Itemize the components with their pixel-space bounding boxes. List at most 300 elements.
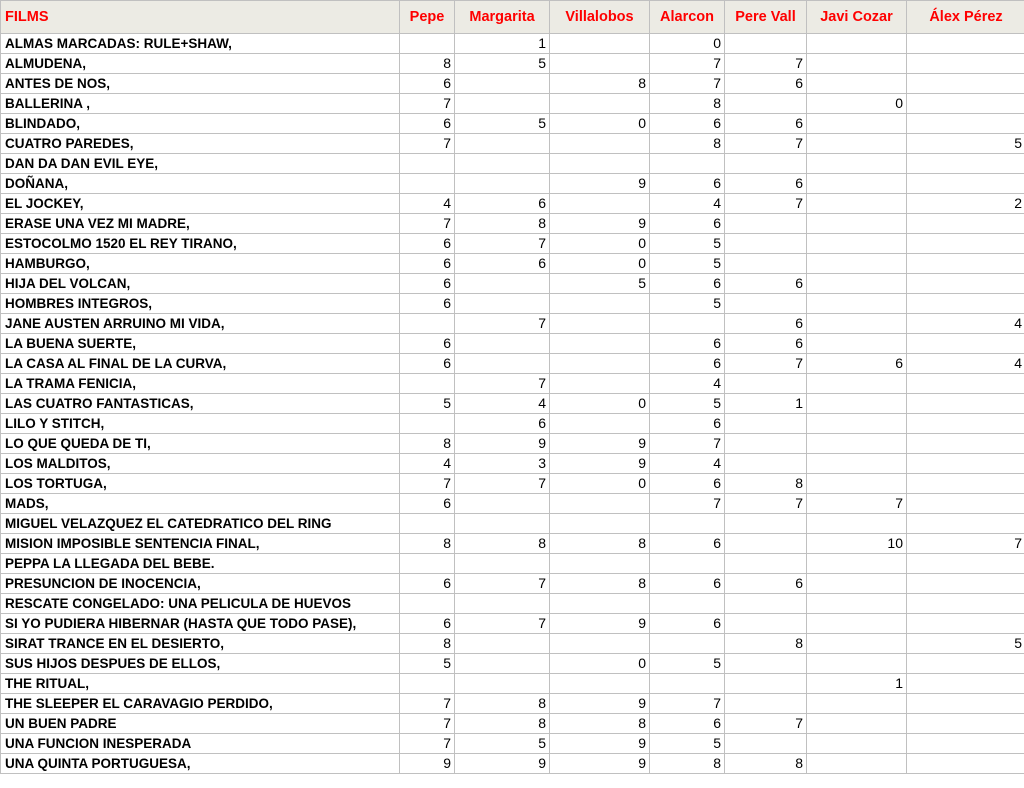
film-title-cell[interactable]: MISION IMPOSIBLE SENTENCIA FINAL, bbox=[1, 534, 400, 554]
film-title-cell[interactable]: LOS TORTUGA, bbox=[1, 474, 400, 494]
score-cell[interactable]: 9 bbox=[550, 454, 650, 474]
score-cell[interactable]: 6 bbox=[725, 114, 807, 134]
score-cell[interactable]: 8 bbox=[550, 534, 650, 554]
score-cell[interactable] bbox=[455, 494, 550, 514]
film-title-cell[interactable]: BALLERINA , bbox=[1, 94, 400, 114]
score-cell[interactable] bbox=[807, 134, 907, 154]
score-cell[interactable]: 3 bbox=[455, 454, 550, 474]
film-title-cell[interactable]: SUS HIJOS DESPUES DE ELLOS, bbox=[1, 654, 400, 674]
film-title-cell[interactable]: BLINDADO, bbox=[1, 114, 400, 134]
score-cell[interactable]: 8 bbox=[550, 74, 650, 94]
score-cell[interactable] bbox=[807, 514, 907, 534]
column-header-pepe[interactable]: Pepe bbox=[400, 1, 455, 34]
score-cell[interactable] bbox=[455, 334, 550, 354]
score-cell[interactable]: 7 bbox=[725, 134, 807, 154]
score-cell[interactable]: 8 bbox=[400, 434, 455, 454]
score-cell[interactable]: 7 bbox=[455, 374, 550, 394]
score-cell[interactable]: 5 bbox=[550, 274, 650, 294]
score-cell[interactable] bbox=[725, 694, 807, 714]
score-cell[interactable] bbox=[725, 214, 807, 234]
score-cell[interactable] bbox=[725, 654, 807, 674]
score-cell[interactable]: 10 bbox=[807, 534, 907, 554]
film-title-cell[interactable]: SI YO PUDIERA HIBERNAR (HASTA QUE TODO PASE), bbox=[1, 614, 400, 634]
score-cell[interactable] bbox=[807, 74, 907, 94]
score-cell[interactable] bbox=[400, 594, 455, 614]
score-cell[interactable] bbox=[455, 674, 550, 694]
score-cell[interactable]: 8 bbox=[650, 94, 725, 114]
score-cell[interactable]: 7 bbox=[400, 694, 455, 714]
score-cell[interactable] bbox=[907, 474, 1024, 494]
score-cell[interactable]: 4 bbox=[455, 394, 550, 414]
score-cell[interactable] bbox=[400, 554, 455, 574]
score-cell[interactable] bbox=[725, 34, 807, 54]
score-cell[interactable] bbox=[550, 334, 650, 354]
score-cell[interactable]: 7 bbox=[455, 574, 550, 594]
score-cell[interactable]: 6 bbox=[400, 274, 455, 294]
score-cell[interactable] bbox=[907, 54, 1024, 74]
film-title-cell[interactable]: LA TRAMA FENICIA, bbox=[1, 374, 400, 394]
score-cell[interactable] bbox=[907, 114, 1024, 134]
column-header-pere-vall[interactable]: Pere Vall bbox=[725, 1, 807, 34]
score-cell[interactable]: 7 bbox=[807, 494, 907, 514]
score-cell[interactable] bbox=[550, 194, 650, 214]
score-cell[interactable]: 9 bbox=[400, 754, 455, 774]
score-cell[interactable]: 5 bbox=[907, 634, 1024, 654]
score-cell[interactable]: 6 bbox=[725, 274, 807, 294]
score-cell[interactable]: 6 bbox=[650, 274, 725, 294]
score-cell[interactable]: 0 bbox=[807, 94, 907, 114]
score-cell[interactable]: 6 bbox=[650, 614, 725, 634]
score-cell[interactable] bbox=[550, 314, 650, 334]
score-cell[interactable] bbox=[807, 454, 907, 474]
score-cell[interactable]: 7 bbox=[400, 734, 455, 754]
score-cell[interactable]: 4 bbox=[650, 374, 725, 394]
score-cell[interactable]: 0 bbox=[550, 474, 650, 494]
score-cell[interactable] bbox=[725, 674, 807, 694]
score-cell[interactable] bbox=[550, 374, 650, 394]
score-cell[interactable]: 4 bbox=[400, 454, 455, 474]
score-cell[interactable]: 5 bbox=[907, 134, 1024, 154]
score-cell[interactable]: 7 bbox=[455, 474, 550, 494]
score-cell[interactable]: 6 bbox=[725, 314, 807, 334]
score-cell[interactable] bbox=[807, 614, 907, 634]
score-cell[interactable] bbox=[650, 514, 725, 534]
score-cell[interactable]: 7 bbox=[650, 434, 725, 454]
score-cell[interactable] bbox=[550, 414, 650, 434]
score-cell[interactable]: 7 bbox=[725, 714, 807, 734]
score-cell[interactable] bbox=[725, 514, 807, 534]
score-cell[interactable] bbox=[807, 234, 907, 254]
score-cell[interactable] bbox=[550, 594, 650, 614]
score-cell[interactable] bbox=[807, 294, 907, 314]
score-cell[interactable] bbox=[807, 734, 907, 754]
score-cell[interactable]: 7 bbox=[455, 614, 550, 634]
score-cell[interactable]: 6 bbox=[650, 574, 725, 594]
score-cell[interactable] bbox=[807, 54, 907, 74]
film-title-cell[interactable]: THE SLEEPER EL CARAVAGIO PERDIDO, bbox=[1, 694, 400, 714]
score-cell[interactable]: 6 bbox=[650, 714, 725, 734]
score-cell[interactable]: 7 bbox=[400, 134, 455, 154]
score-cell[interactable]: 8 bbox=[725, 474, 807, 494]
score-cell[interactable]: 5 bbox=[455, 54, 550, 74]
score-cell[interactable]: 5 bbox=[400, 394, 455, 414]
score-cell[interactable] bbox=[725, 454, 807, 474]
score-cell[interactable]: 6 bbox=[725, 334, 807, 354]
film-title-cell[interactable]: UNA QUINTA PORTUGUESA, bbox=[1, 754, 400, 774]
score-cell[interactable] bbox=[907, 554, 1024, 574]
score-cell[interactable] bbox=[807, 254, 907, 274]
score-cell[interactable]: 6 bbox=[400, 254, 455, 274]
score-cell[interactable] bbox=[807, 654, 907, 674]
film-title-cell[interactable]: LA CASA AL FINAL DE LA CURVA, bbox=[1, 354, 400, 374]
score-cell[interactable]: 8 bbox=[400, 634, 455, 654]
score-cell[interactable] bbox=[807, 414, 907, 434]
score-cell[interactable] bbox=[650, 594, 725, 614]
score-cell[interactable] bbox=[725, 154, 807, 174]
score-cell[interactable] bbox=[907, 434, 1024, 454]
score-cell[interactable]: 4 bbox=[650, 194, 725, 214]
score-cell[interactable] bbox=[400, 414, 455, 434]
score-cell[interactable]: 6 bbox=[725, 74, 807, 94]
score-cell[interactable]: 8 bbox=[725, 754, 807, 774]
film-title-cell[interactable]: SIRAT TRANCE EN EL DESIERTO, bbox=[1, 634, 400, 654]
score-cell[interactable] bbox=[807, 374, 907, 394]
score-cell[interactable]: 6 bbox=[400, 114, 455, 134]
score-cell[interactable] bbox=[550, 34, 650, 54]
score-cell[interactable]: 5 bbox=[650, 734, 725, 754]
score-cell[interactable]: 9 bbox=[550, 614, 650, 634]
score-cell[interactable] bbox=[650, 314, 725, 334]
score-cell[interactable] bbox=[455, 554, 550, 574]
score-cell[interactable]: 9 bbox=[550, 434, 650, 454]
score-cell[interactable]: 9 bbox=[455, 434, 550, 454]
score-cell[interactable] bbox=[907, 734, 1024, 754]
score-cell[interactable]: 5 bbox=[650, 294, 725, 314]
score-cell[interactable] bbox=[400, 374, 455, 394]
score-cell[interactable]: 6 bbox=[400, 234, 455, 254]
score-cell[interactable]: 6 bbox=[400, 614, 455, 634]
score-cell[interactable] bbox=[455, 634, 550, 654]
score-cell[interactable]: 7 bbox=[400, 214, 455, 234]
score-cell[interactable] bbox=[907, 454, 1024, 474]
score-cell[interactable]: 4 bbox=[907, 354, 1024, 374]
score-cell[interactable]: 5 bbox=[650, 254, 725, 274]
score-cell[interactable]: 6 bbox=[725, 174, 807, 194]
score-cell[interactable] bbox=[455, 354, 550, 374]
score-cell[interactable]: 7 bbox=[455, 234, 550, 254]
score-cell[interactable]: 8 bbox=[550, 574, 650, 594]
score-cell[interactable] bbox=[550, 494, 650, 514]
score-cell[interactable]: 6 bbox=[807, 354, 907, 374]
score-cell[interactable]: 6 bbox=[650, 214, 725, 234]
column-header-villalobos[interactable]: Villalobos bbox=[550, 1, 650, 34]
column-header-javi-cozar[interactable]: Javi Cozar bbox=[807, 1, 907, 34]
score-cell[interactable]: 6 bbox=[650, 354, 725, 374]
score-cell[interactable]: 8 bbox=[650, 754, 725, 774]
film-title-cell[interactable]: LILO Y STITCH, bbox=[1, 414, 400, 434]
film-title-cell[interactable]: PRESUNCION DE INOCENCIA, bbox=[1, 574, 400, 594]
score-cell[interactable]: 7 bbox=[400, 714, 455, 734]
score-cell[interactable] bbox=[907, 494, 1024, 514]
score-cell[interactable] bbox=[550, 514, 650, 534]
score-cell[interactable]: 6 bbox=[650, 114, 725, 134]
score-cell[interactable] bbox=[550, 554, 650, 574]
score-cell[interactable] bbox=[725, 374, 807, 394]
score-cell[interactable] bbox=[907, 154, 1024, 174]
score-cell[interactable] bbox=[455, 134, 550, 154]
score-cell[interactable]: 9 bbox=[550, 174, 650, 194]
score-cell[interactable] bbox=[807, 554, 907, 574]
film-title-cell[interactable]: ERASE UNA VEZ MI MADRE, bbox=[1, 214, 400, 234]
score-cell[interactable]: 6 bbox=[455, 194, 550, 214]
score-cell[interactable] bbox=[907, 374, 1024, 394]
score-cell[interactable] bbox=[907, 94, 1024, 114]
score-cell[interactable] bbox=[907, 394, 1024, 414]
film-title-cell[interactable]: DAN DA DAN EVIL EYE, bbox=[1, 154, 400, 174]
score-cell[interactable]: 5 bbox=[650, 234, 725, 254]
film-title-cell[interactable]: JANE AUSTEN ARRUINO MI VIDA, bbox=[1, 314, 400, 334]
score-cell[interactable]: 5 bbox=[455, 734, 550, 754]
column-header-alarcon[interactable]: Alarcon bbox=[650, 1, 725, 34]
score-cell[interactable] bbox=[455, 274, 550, 294]
film-title-cell[interactable]: THE RITUAL, bbox=[1, 674, 400, 694]
score-cell[interactable] bbox=[907, 74, 1024, 94]
film-title-cell[interactable]: HIJA DEL VOLCAN, bbox=[1, 274, 400, 294]
score-cell[interactable]: 8 bbox=[400, 534, 455, 554]
score-cell[interactable] bbox=[400, 174, 455, 194]
score-cell[interactable]: 6 bbox=[725, 574, 807, 594]
score-cell[interactable]: 6 bbox=[400, 354, 455, 374]
score-cell[interactable]: 6 bbox=[650, 414, 725, 434]
score-cell[interactable] bbox=[807, 314, 907, 334]
score-cell[interactable]: 8 bbox=[455, 714, 550, 734]
film-title-cell[interactable]: RESCATE CONGELADO: UNA PELICULA DE HUEVOS bbox=[1, 594, 400, 614]
score-cell[interactable] bbox=[725, 734, 807, 754]
score-cell[interactable] bbox=[907, 214, 1024, 234]
score-cell[interactable] bbox=[807, 714, 907, 734]
score-cell[interactable] bbox=[725, 94, 807, 114]
film-title-cell[interactable]: UN BUEN PADRE bbox=[1, 714, 400, 734]
score-cell[interactable]: 9 bbox=[550, 214, 650, 234]
score-cell[interactable] bbox=[807, 394, 907, 414]
score-cell[interactable]: 7 bbox=[725, 54, 807, 74]
score-cell[interactable] bbox=[907, 294, 1024, 314]
film-title-cell[interactable]: ALMAS MARCADAS: RULE+SHAW, bbox=[1, 34, 400, 54]
score-cell[interactable]: 6 bbox=[650, 174, 725, 194]
score-cell[interactable]: 0 bbox=[550, 394, 650, 414]
score-cell[interactable]: 2 bbox=[907, 194, 1024, 214]
column-header-films[interactable]: FILMS bbox=[1, 1, 400, 34]
score-cell[interactable] bbox=[907, 274, 1024, 294]
score-cell[interactable]: 1 bbox=[807, 674, 907, 694]
score-cell[interactable]: 7 bbox=[650, 694, 725, 714]
score-cell[interactable] bbox=[807, 594, 907, 614]
score-cell[interactable]: 7 bbox=[400, 474, 455, 494]
score-cell[interactable]: 8 bbox=[455, 694, 550, 714]
score-cell[interactable] bbox=[807, 274, 907, 294]
score-cell[interactable]: 0 bbox=[550, 234, 650, 254]
film-title-cell[interactable]: MIGUEL VELAZQUEZ EL CATEDRATICO DEL RING bbox=[1, 514, 400, 534]
film-title-cell[interactable]: LOS MALDITOS, bbox=[1, 454, 400, 474]
score-cell[interactable]: 6 bbox=[455, 414, 550, 434]
score-cell[interactable] bbox=[907, 594, 1024, 614]
film-title-cell[interactable]: DOÑANA, bbox=[1, 174, 400, 194]
score-cell[interactable] bbox=[807, 174, 907, 194]
score-cell[interactable] bbox=[807, 114, 907, 134]
score-cell[interactable]: 8 bbox=[550, 714, 650, 734]
score-cell[interactable] bbox=[725, 534, 807, 554]
score-cell[interactable] bbox=[907, 174, 1024, 194]
score-cell[interactable] bbox=[907, 614, 1024, 634]
score-cell[interactable] bbox=[907, 514, 1024, 534]
score-cell[interactable] bbox=[550, 54, 650, 74]
score-cell[interactable]: 9 bbox=[550, 734, 650, 754]
score-cell[interactable] bbox=[907, 574, 1024, 594]
score-cell[interactable] bbox=[455, 514, 550, 534]
score-cell[interactable] bbox=[807, 194, 907, 214]
score-cell[interactable]: 6 bbox=[400, 494, 455, 514]
score-cell[interactable] bbox=[807, 574, 907, 594]
score-cell[interactable]: 7 bbox=[400, 94, 455, 114]
score-cell[interactable] bbox=[907, 334, 1024, 354]
film-title-cell[interactable]: UNA FUNCION INESPERADA bbox=[1, 734, 400, 754]
score-cell[interactable]: 8 bbox=[455, 214, 550, 234]
score-cell[interactable] bbox=[725, 254, 807, 274]
score-cell[interactable] bbox=[907, 34, 1024, 54]
film-title-cell[interactable]: MADS, bbox=[1, 494, 400, 514]
score-cell[interactable] bbox=[455, 94, 550, 114]
score-cell[interactable] bbox=[455, 174, 550, 194]
score-cell[interactable]: 9 bbox=[550, 694, 650, 714]
score-cell[interactable] bbox=[455, 294, 550, 314]
score-cell[interactable] bbox=[400, 34, 455, 54]
score-cell[interactable]: 6 bbox=[650, 534, 725, 554]
film-title-cell[interactable]: LAS CUATRO FANTASTICAS, bbox=[1, 394, 400, 414]
score-cell[interactable]: 7 bbox=[650, 494, 725, 514]
score-cell[interactable]: 6 bbox=[400, 294, 455, 314]
score-cell[interactable] bbox=[455, 594, 550, 614]
score-cell[interactable] bbox=[807, 634, 907, 654]
score-cell[interactable]: 5 bbox=[455, 114, 550, 134]
film-title-cell[interactable]: ALMUDENA, bbox=[1, 54, 400, 74]
score-cell[interactable]: 5 bbox=[650, 394, 725, 414]
film-title-cell[interactable]: CUATRO PAREDES, bbox=[1, 134, 400, 154]
score-cell[interactable] bbox=[455, 154, 550, 174]
score-cell[interactable] bbox=[907, 254, 1024, 274]
score-cell[interactable]: 1 bbox=[725, 394, 807, 414]
score-cell[interactable]: 4 bbox=[907, 314, 1024, 334]
column-header--lex-p-rez[interactable]: Álex Pérez bbox=[907, 1, 1024, 34]
score-cell[interactable] bbox=[400, 514, 455, 534]
column-header-margarita[interactable]: Margarita bbox=[455, 1, 550, 34]
score-cell[interactable]: 9 bbox=[455, 754, 550, 774]
film-title-cell[interactable]: HOMBRES INTEGROS, bbox=[1, 294, 400, 314]
score-cell[interactable] bbox=[725, 614, 807, 634]
score-cell[interactable] bbox=[550, 94, 650, 114]
score-cell[interactable]: 7 bbox=[455, 314, 550, 334]
score-cell[interactable]: 9 bbox=[550, 754, 650, 774]
score-cell[interactable]: 6 bbox=[400, 74, 455, 94]
score-cell[interactable]: 0 bbox=[550, 654, 650, 674]
score-cell[interactable] bbox=[807, 434, 907, 454]
score-cell[interactable] bbox=[907, 714, 1024, 734]
score-cell[interactable] bbox=[907, 654, 1024, 674]
score-cell[interactable] bbox=[400, 314, 455, 334]
score-cell[interactable] bbox=[725, 594, 807, 614]
score-cell[interactable] bbox=[455, 74, 550, 94]
score-cell[interactable] bbox=[807, 34, 907, 54]
score-cell[interactable]: 5 bbox=[400, 654, 455, 674]
score-cell[interactable]: 6 bbox=[400, 334, 455, 354]
score-cell[interactable] bbox=[550, 674, 650, 694]
film-title-cell[interactable]: PEPPA LA LLEGADA DEL BEBE. bbox=[1, 554, 400, 574]
film-title-cell[interactable]: LO QUE QUEDA DE TI, bbox=[1, 434, 400, 454]
score-cell[interactable] bbox=[550, 294, 650, 314]
score-cell[interactable]: 0 bbox=[550, 114, 650, 134]
score-cell[interactable] bbox=[807, 214, 907, 234]
score-cell[interactable]: 8 bbox=[650, 134, 725, 154]
score-cell[interactable]: 0 bbox=[650, 34, 725, 54]
score-cell[interactable]: 6 bbox=[455, 254, 550, 274]
film-title-cell[interactable]: ESTOCOLMO 1520 EL REY TIRANO, bbox=[1, 234, 400, 254]
score-cell[interactable] bbox=[907, 754, 1024, 774]
score-cell[interactable]: 7 bbox=[725, 494, 807, 514]
score-cell[interactable]: 1 bbox=[455, 34, 550, 54]
score-cell[interactable] bbox=[907, 674, 1024, 694]
score-cell[interactable] bbox=[550, 354, 650, 374]
score-cell[interactable] bbox=[807, 694, 907, 714]
score-cell[interactable] bbox=[807, 334, 907, 354]
film-title-cell[interactable]: EL JOCKEY, bbox=[1, 194, 400, 214]
score-cell[interactable] bbox=[650, 634, 725, 654]
score-cell[interactable] bbox=[907, 694, 1024, 714]
score-cell[interactable]: 7 bbox=[725, 194, 807, 214]
score-cell[interactable] bbox=[550, 634, 650, 654]
score-cell[interactable] bbox=[807, 474, 907, 494]
score-cell[interactable]: 4 bbox=[650, 454, 725, 474]
score-cell[interactable]: 7 bbox=[650, 74, 725, 94]
score-cell[interactable]: 8 bbox=[725, 634, 807, 654]
score-cell[interactable]: 6 bbox=[400, 574, 455, 594]
score-cell[interactable]: 7 bbox=[907, 534, 1024, 554]
score-cell[interactable] bbox=[725, 434, 807, 454]
score-cell[interactable] bbox=[725, 414, 807, 434]
score-cell[interactable] bbox=[725, 294, 807, 314]
score-cell[interactable] bbox=[400, 674, 455, 694]
score-cell[interactable] bbox=[550, 154, 650, 174]
score-cell[interactable] bbox=[907, 234, 1024, 254]
score-cell[interactable]: 0 bbox=[550, 254, 650, 274]
film-title-cell[interactable]: HAMBURGO, bbox=[1, 254, 400, 274]
film-title-cell[interactable]: ANTES DE NOS, bbox=[1, 74, 400, 94]
score-cell[interactable]: 4 bbox=[400, 194, 455, 214]
score-cell[interactable]: 8 bbox=[400, 54, 455, 74]
score-cell[interactable] bbox=[400, 154, 455, 174]
score-cell[interactable] bbox=[650, 674, 725, 694]
score-cell[interactable] bbox=[725, 234, 807, 254]
score-cell[interactable]: 8 bbox=[455, 534, 550, 554]
score-cell[interactable] bbox=[807, 154, 907, 174]
score-cell[interactable]: 7 bbox=[725, 354, 807, 374]
score-cell[interactable] bbox=[550, 134, 650, 154]
score-cell[interactable] bbox=[725, 554, 807, 574]
score-cell[interactable]: 5 bbox=[650, 654, 725, 674]
score-cell[interactable]: 7 bbox=[650, 54, 725, 74]
score-cell[interactable]: 6 bbox=[650, 474, 725, 494]
score-cell[interactable] bbox=[650, 554, 725, 574]
score-cell[interactable]: 6 bbox=[650, 334, 725, 354]
film-title-cell[interactable]: LA BUENA SUERTE, bbox=[1, 334, 400, 354]
